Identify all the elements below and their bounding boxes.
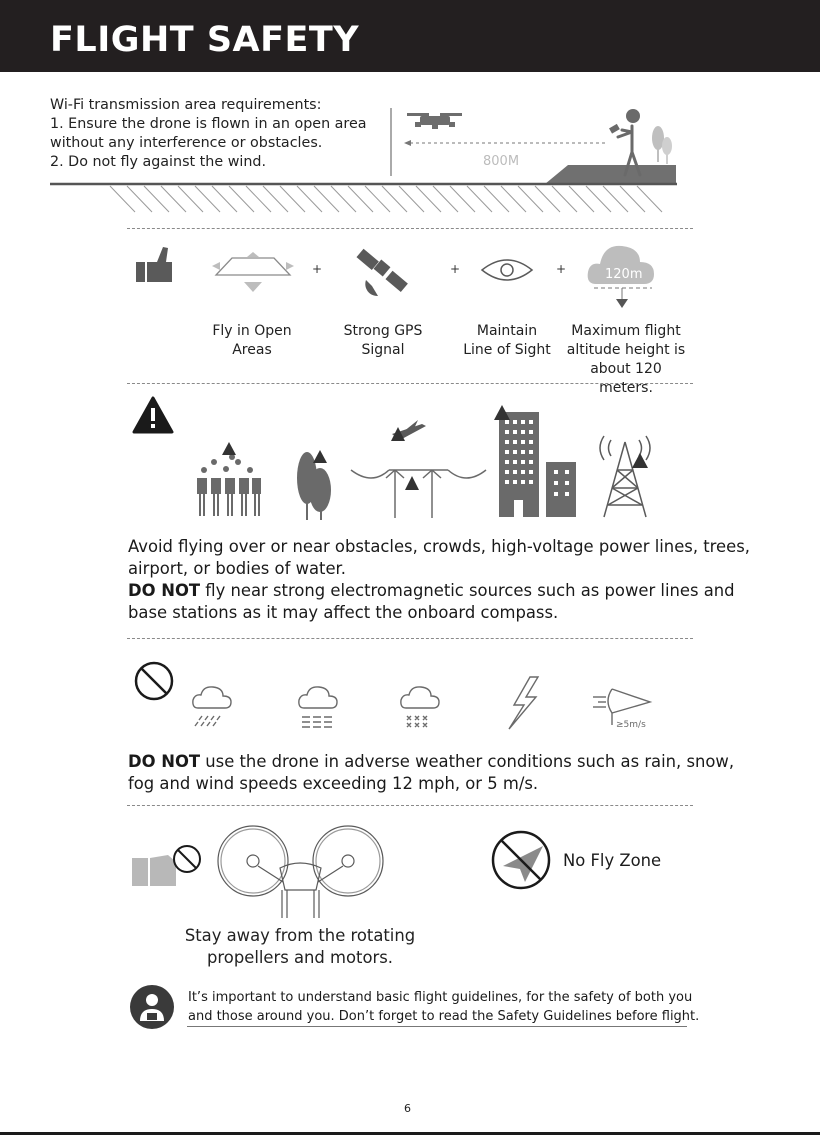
weather-illustration <box>0 648 820 738</box>
lightning-icon <box>509 677 538 729</box>
no-fly-zone-label: No Fly Zone <box>563 851 662 870</box>
page-title: FLIGHT SAFETY <box>50 20 360 60</box>
ground-platform <box>545 165 676 184</box>
do-not-weather-strong: DO NOT <box>128 752 201 771</box>
divider-4 <box>127 805 693 806</box>
distance-arrow <box>404 140 411 146</box>
caption-gps: Strong GPS Signal <box>343 323 423 358</box>
base-station-tower-icon <box>600 436 650 517</box>
plus-1: + <box>312 262 323 276</box>
obstacles-illustration <box>0 390 820 530</box>
prohibited-icon <box>136 663 172 699</box>
weather-paragraph: DO NOT use the drone in adverse weather conditions such as rain, snow, fog and wind speeds exceeding 12 mph, or 5 m/s. <box>128 752 735 793</box>
pilot-avatar-icon <box>128 983 178 1033</box>
drone-icon <box>407 113 462 129</box>
prohibited-small-icon <box>174 846 200 872</box>
warning-small-icon <box>222 442 236 455</box>
open-area-icon <box>212 252 294 292</box>
divider-1 <box>127 228 693 229</box>
caption-open-areas: Fly in Open Areas <box>212 323 292 358</box>
eye-icon <box>482 260 532 280</box>
no-fly-zone-icon <box>493 832 549 888</box>
cloud-altitude-icon <box>588 246 654 308</box>
rain-cloud-icon <box>193 687 231 726</box>
buildings-icon <box>499 412 576 517</box>
gps-satellite-icon <box>356 249 407 296</box>
fog-cloud-icon <box>299 687 337 727</box>
plus-3: + <box>556 262 567 276</box>
thumbs-up-icon <box>136 247 172 282</box>
guidelines-text: It’s important to understand basic flight guidelines, for the safety of both you and those around you. Don’t forget to read the Safety Guidelines before flight. <box>188 990 700 1024</box>
guidelines-underline <box>187 1026 687 1027</box>
wifi-line-3: without any interference or obstacles. <box>50 135 323 151</box>
ground-hatching <box>110 186 662 212</box>
header-bar <box>0 0 820 72</box>
obstacles-paragraph: Avoid flying over or near obstacles, crowds, high-voltage power lines, trees, airport, or bodies of water. DO NOT fly near strong electromagnetic sources such as power lines and base stations as it may affect the onboard compass. <box>128 537 750 622</box>
drone-propellers-icon <box>218 826 383 918</box>
wifi-line-1: Wi-Fi transmission area requirements: <box>50 97 322 113</box>
page-number: 6 <box>404 1102 411 1115</box>
wifi-line-4: 2. Do not fly against the wind. <box>50 154 267 170</box>
crowd-icon <box>197 454 261 516</box>
divider-3 <box>127 638 693 639</box>
caption-altitude: Maximum flight altitude height is about 120 meters. <box>566 323 686 396</box>
hand-icon <box>132 855 176 886</box>
power-lines-icon <box>351 470 486 518</box>
altitude-label: 120m <box>605 267 643 282</box>
snow-cloud-icon <box>401 687 439 727</box>
do-not-strong: DO NOT <box>128 581 201 600</box>
caption-line-of-sight: Maintain Line of Sight <box>463 323 551 358</box>
propeller-nofly-illustration <box>0 818 820 928</box>
wind-speed-label: ≥5m/s <box>616 720 646 730</box>
wifi-line-2: 1. Ensure the drone is flown in an open area <box>50 116 367 132</box>
wifi-illustration <box>0 100 820 240</box>
propeller-caption: Stay away from the rotating propellers and motors. <box>184 926 416 967</box>
plus-2: + <box>450 262 461 276</box>
warning-icon <box>134 398 172 432</box>
requirements-icons <box>0 236 820 316</box>
distance-label: 800M <box>483 154 520 169</box>
